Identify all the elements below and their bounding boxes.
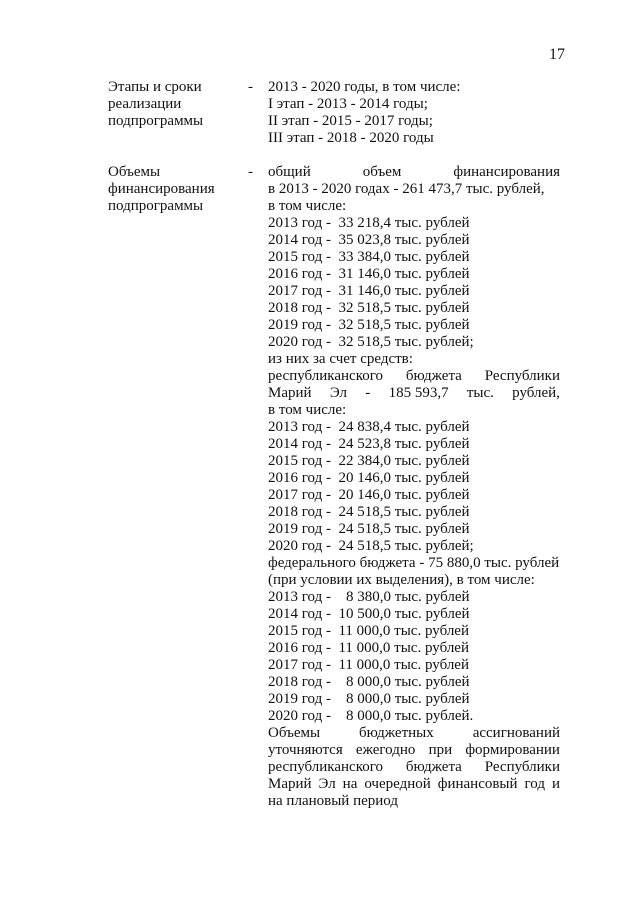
word: рублей, — [512, 385, 560, 401]
year-line: 2016 год - 20 146,0 тыс. рублей — [268, 470, 470, 486]
word: финансирования — [453, 164, 560, 180]
word: очередной — [364, 776, 431, 792]
year-line: 2020 год - 24 518,5 тыс. рублей; — [268, 538, 474, 554]
year-line: 2015 год - 22 384,0 тыс. рублей — [268, 453, 470, 469]
text-line: на плановый период — [268, 793, 398, 809]
word: и — [551, 776, 560, 792]
year-line: 2019 год - 24 518,5 тыс. рублей — [268, 521, 470, 537]
justified-line — [268, 164, 560, 181]
word: общий — [268, 164, 311, 180]
label-line: финансирования — [108, 181, 215, 197]
funding-label — [108, 164, 233, 215]
text-line: II этап - 2015 - 2017 годы; — [268, 113, 433, 129]
word: тыс. — [466, 385, 494, 401]
year-line: 2015 год - 33 384,0 тыс. рублей — [268, 249, 470, 265]
year-line: 2013 год - 8 380,0 тыс. рублей — [268, 589, 470, 605]
word: Объемы — [268, 725, 321, 741]
justified-line — [268, 385, 560, 402]
justified-line — [268, 742, 560, 759]
word: объем — [362, 164, 402, 180]
year-line: 2014 год - 10 500,0 тыс. рублей — [268, 606, 470, 622]
text-line: 2013 - 2020 годы, в том числе: — [268, 79, 461, 95]
word: ассигнований — [472, 725, 560, 741]
label-line: Объемы — [108, 164, 161, 180]
year-line: 2017 год - 11 000,0 тыс. рублей — [268, 657, 469, 673]
word: бюджета — [405, 759, 462, 775]
justified-line — [268, 725, 560, 742]
text-line: III этап - 2018 - 2020 годы — [268, 130, 434, 146]
word: Марий — [268, 385, 312, 401]
word: формировании — [465, 742, 560, 758]
label-line: Этапы и сроки — [108, 79, 202, 95]
justified-line — [268, 759, 560, 776]
label-line: подпрограммы — [108, 198, 204, 214]
year-line: 2014 год - 35 023,8 тыс. рублей — [268, 232, 470, 248]
word: Эл — [329, 385, 348, 401]
text-line: федерального бюджета - 75 880,0 тыс. рублей — [268, 555, 560, 571]
word: финансовый — [437, 776, 518, 792]
year-line: 2013 год - 24 838,4 тыс. рублей — [268, 419, 470, 435]
text-line: I этап - 2013 - 2014 годы; — [268, 96, 428, 112]
label-line: подпрограммы — [108, 113, 204, 129]
word: год — [524, 776, 545, 792]
year-line: 2018 год - 32 518,5 тыс. рублей — [268, 300, 470, 316]
word: при — [428, 742, 453, 758]
separator-dash: - — [248, 164, 253, 180]
year-line: 2018 год - 24 518,5 тыс. рублей — [268, 504, 470, 520]
text-line: в том числе: — [268, 198, 347, 214]
year-line: 2019 год - 32 518,5 тыс. рублей — [268, 317, 470, 333]
year-line: 2014 год - 24 523,8 тыс. рублей — [268, 436, 470, 452]
year-line: 2017 год - 20 146,0 тыс. рублей — [268, 487, 470, 503]
justified-line — [268, 776, 560, 793]
year-line: 2015 год - 11 000,0 тыс. рублей — [268, 623, 469, 639]
word: Эл — [318, 776, 336, 792]
year-line: 2019 год - 8 000,0 тыс. рублей — [268, 691, 470, 707]
word: на — [342, 776, 358, 792]
word: бюджетных — [359, 725, 434, 741]
text-line: в 2013 - 2020 годах - 261 473,7 тыс. рублей, — [268, 181, 545, 197]
text-line: в том числе: — [268, 402, 347, 418]
word: Республики — [484, 759, 560, 775]
funding-content — [268, 164, 560, 810]
year-line: 2017 год - 31 146,0 тыс. рублей — [268, 283, 470, 299]
word: ежегодно — [355, 742, 416, 758]
word: 185 593,7 — [388, 385, 449, 401]
word: республиканского — [268, 368, 383, 384]
stages-label — [108, 79, 233, 130]
page-number: 17 — [549, 46, 565, 63]
separator-dash: - — [248, 79, 253, 95]
year-line: 2018 год - 8 000,0 тыс. рублей — [268, 674, 470, 690]
word: Марий — [268, 776, 312, 792]
year-line: 2016 год - 11 000,0 тыс. рублей — [268, 640, 469, 656]
stages-content — [268, 79, 560, 147]
word: республиканского — [268, 759, 383, 775]
label-line: реализации — [108, 96, 182, 112]
word: Республики — [484, 368, 560, 384]
year-line: 2020 год - 8 000,0 тыс. рублей. — [268, 708, 474, 724]
justified-line — [268, 368, 560, 385]
word: уточняются — [268, 742, 343, 758]
year-line: 2013 год - 33 218,4 тыс. рублей — [268, 215, 470, 231]
word: бюджета — [405, 368, 462, 384]
text-line: из них за счет средств: — [268, 351, 413, 367]
year-line: 2020 год - 32 518,5 тыс. рублей; — [268, 334, 474, 350]
text-line: (при условии их выделения), в том числе: — [268, 572, 535, 588]
year-line: 2016 год - 31 146,0 тыс. рублей — [268, 266, 470, 282]
word: - — [365, 385, 371, 401]
